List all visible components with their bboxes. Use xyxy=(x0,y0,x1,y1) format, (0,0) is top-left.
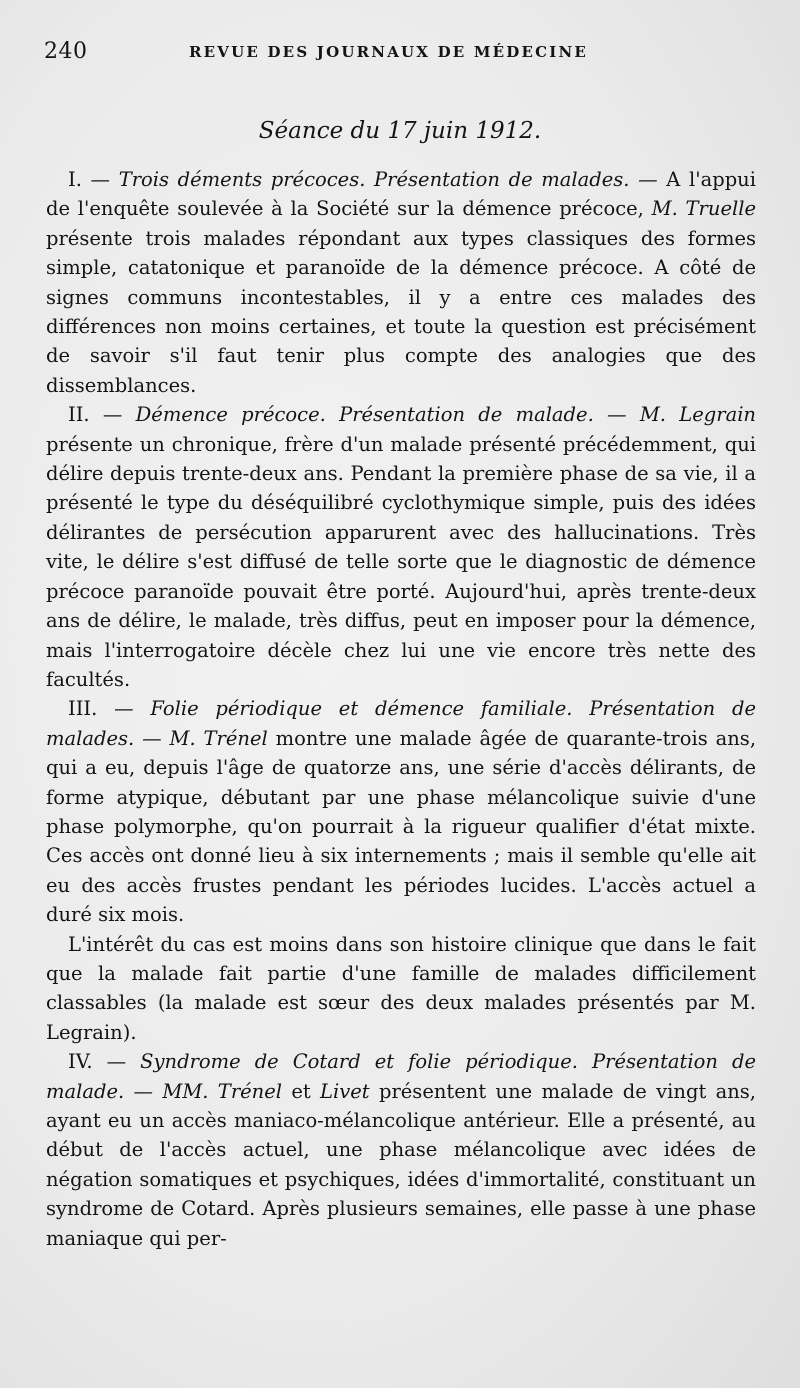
item-2-text: présente un chronique, frère d'un malade présenté précédemment, qui délire depuis trente-deux ans. Pendant la première phase de sa vie, il a présenté le type du déséquilibré cyclothymique simple, puis des idées délirantes de persécution apparurent avec des hallucinations. Très vite, le délire s'est diffusé de telle sorte que le diagnostic de démence précoce paranoïde pouvait être porté. Aujourd'hui, après trente-deux ans de délire, le malade, très diffus, peut en imposer pour la démence, mais l'interrogatoire décèle chez lui une vie encore très nette des facultés. xyxy=(46,432,756,691)
item-4-paragraph xyxy=(46,1047,756,1253)
item-1-text-b: présente trois malades répondant aux types classiques des formes simple, catatonique et paranoïde de la démence précoce. A côté de signes communs incontestables, il y a entre ces malades des différences non moins certaines, et toute la question est précisément de savoir s'il faut tenir plus compte des analogies que des dissemblances. xyxy=(46,226,756,397)
running-head: REVUE DES JOURNAUX DE MÉDECINE xyxy=(189,43,589,61)
item-3-continuation: L'intérêt du cas est moins dans son histoire clinique que dans le fait que la malade fait partie d'une famille de malades difficilement classables (la malade est sœur des deux malades présentés par M. Legrain). xyxy=(46,932,756,1044)
item-3-paragraph xyxy=(46,694,756,929)
item-1-author: M. Truelle xyxy=(651,197,756,221)
article-body xyxy=(46,165,756,1253)
item-2-author: M. Legrain xyxy=(626,403,756,427)
item-3-numeral: III. — xyxy=(68,697,151,721)
item-3-title: Folie périodique et démence familiale. Présentation de malades. — xyxy=(46,697,756,750)
item-4-title: Syndrome de Cotard et folie périodique. Présentation de malade. — xyxy=(46,1050,756,1103)
item-1-numeral: I. — xyxy=(68,168,119,191)
item-4-numeral: IV. — xyxy=(68,1050,141,1074)
session-title xyxy=(0,116,800,146)
item-1-paragraph xyxy=(46,165,756,400)
item-2-title: Démence précoce. Présentation de malade. — xyxy=(135,403,627,427)
item-2-numeral: II. — xyxy=(68,403,136,427)
item-1-text-a: A l'appui de l'enquête soulevée à la Société sur la démence précoce, xyxy=(46,168,756,221)
item-4-conjunction: et xyxy=(282,1079,321,1103)
item-4-author-a: MM. Trénel xyxy=(153,1079,283,1103)
item-4-text: présentent une malade de vingt ans, ayant eu un accès maniaco-mélancolique antérieur. Elle a présenté, au début de l'accès actuel, une phase mélancolique avec idées de négation somatiques et psychiques, idées d'immortalité, constituant un syndrome de Cotard. Après plusieurs semaines, elle passe à une phase maniaque qui per- xyxy=(46,1079,756,1250)
page-header xyxy=(44,34,764,70)
page-number: 240 xyxy=(44,39,88,64)
item-1-title: Trois déments précoces. Présentation de malades. — xyxy=(118,168,658,191)
item-3-author: M. Trénel xyxy=(161,726,268,750)
item-3-text: montre une malade âgée de quarante-trois ans, qui a eu, depuis l'âge de quatorze ans, une série d'accès délirants, de forme atypique, débutant par une phase mélancolique suivie d'une phase polymorphe, qu'on pourrait à la rigueur qualifier d'état mixte. Ces accès ont donné lieu à six internements ; mais il semble qu'elle ait eu des accès frustes pendant les périodes lucides. L'accès actuel a duré six mois. xyxy=(46,726,757,927)
item-4-author-b: Livet xyxy=(320,1079,370,1103)
item-2-paragraph xyxy=(46,400,756,694)
session-title-text: Séance du 17 juin 1912. xyxy=(258,118,542,144)
